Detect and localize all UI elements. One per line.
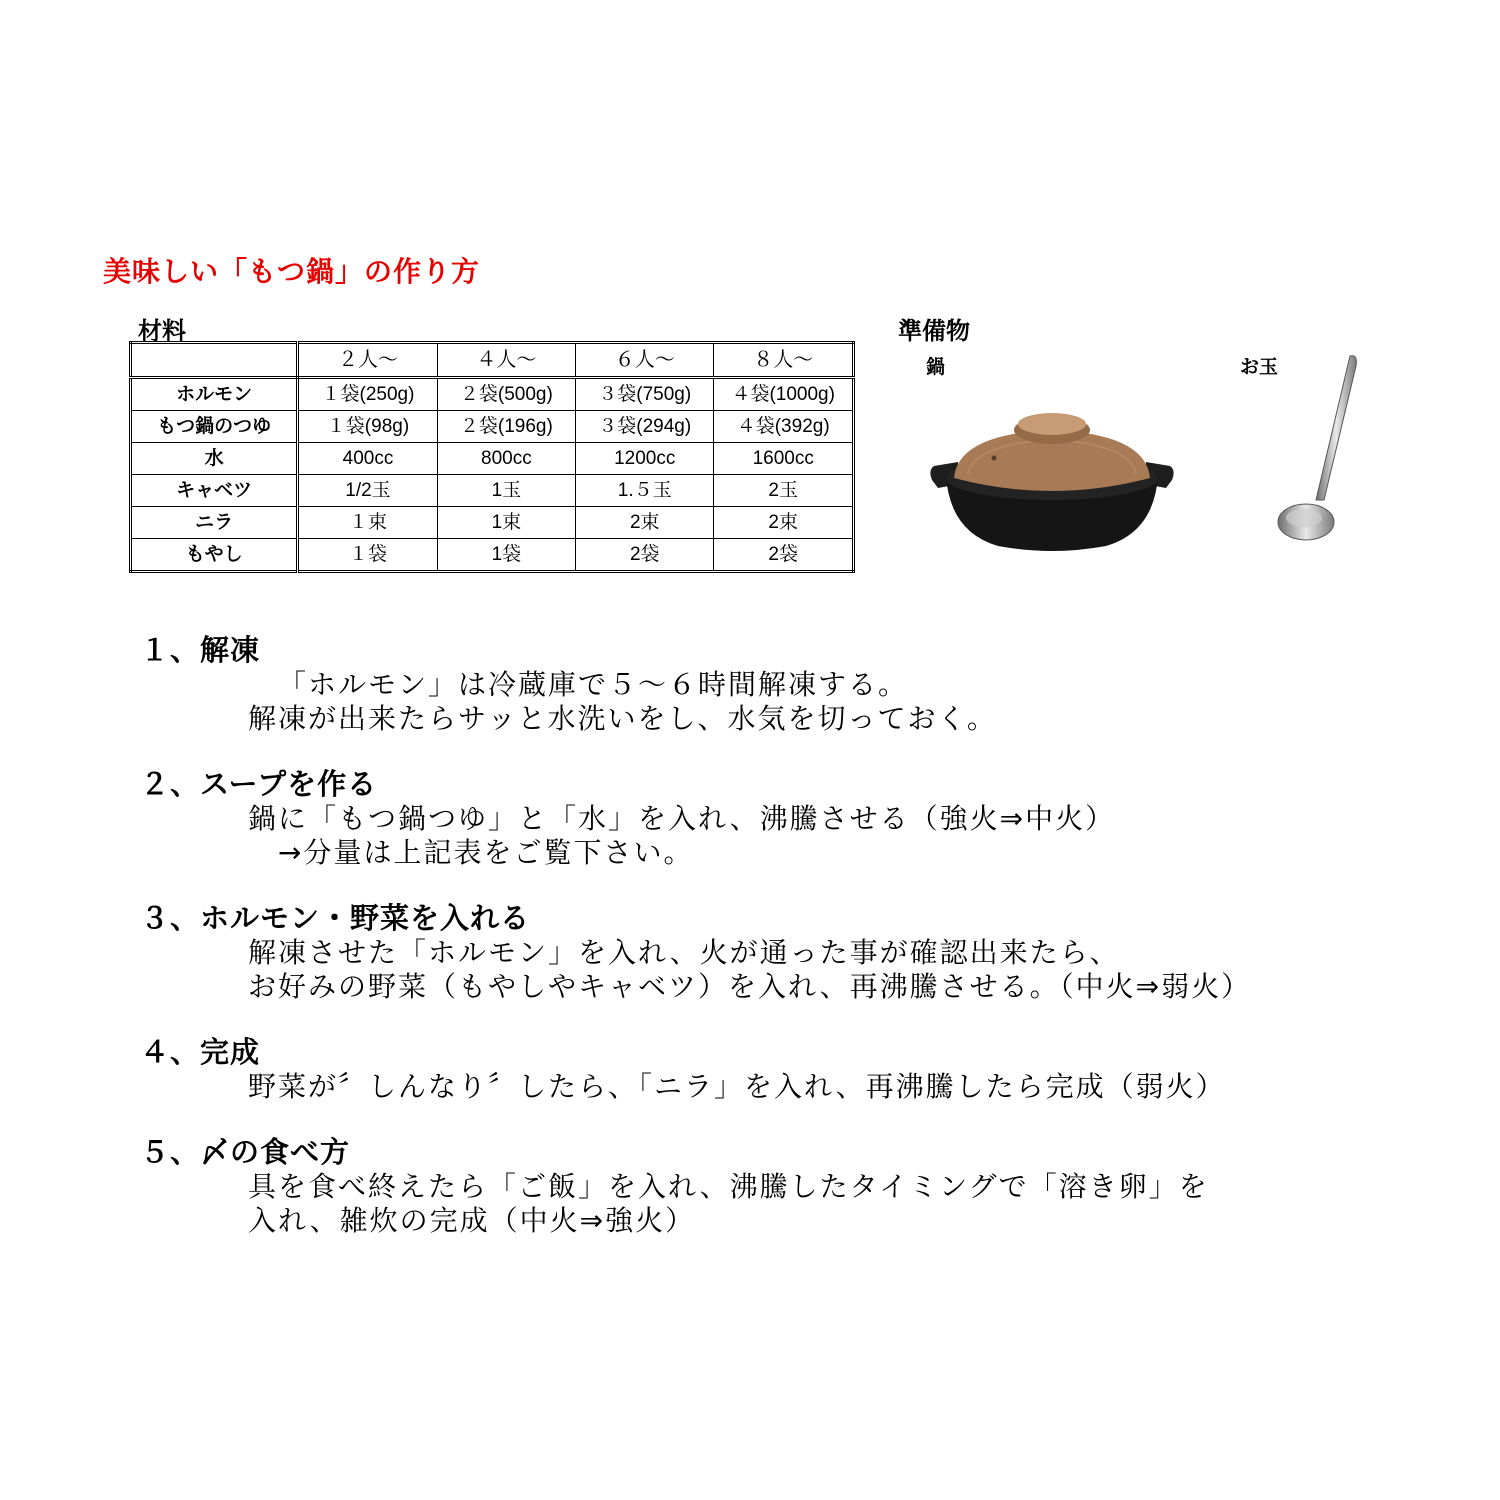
table-cell: ４袋(1000g) (714, 378, 854, 411)
step-text: 「ホルモン」は冷蔵庫で５～６時間解凍する。 (278, 668, 909, 701)
step-text: →分量は上記表をご覧下さい。 (278, 836, 694, 869)
table-cell: １袋 (298, 539, 437, 572)
step-4 (140, 1034, 1460, 1104)
step-heading: １、解凍 (140, 633, 261, 667)
step-text: 入れ、雑炊の完成（中火⇒強火） (248, 1204, 696, 1237)
table-row (131, 507, 854, 539)
step-text: 野菜が〞しんなり〞したら、「ニラ」を入れ、再沸騰したら完成（弱火） (248, 1070, 1226, 1103)
table-row (131, 378, 854, 411)
table-cell: 1玉 (437, 475, 575, 507)
ingredients-table (129, 341, 855, 573)
table-cell: 2束 (576, 507, 714, 539)
table-cell: 1袋 (437, 539, 575, 572)
column-header: ６人～ (576, 343, 714, 378)
table-cell: 1600cc (714, 443, 854, 475)
column-header: ２人～ (298, 343, 437, 378)
step-text: 具を食べ終えたら「ご飯」を入れ、沸騰したタイミングで「溶き卵」を (248, 1170, 1209, 1203)
table-cell: 1束 (437, 507, 575, 539)
step-text: 解凍させた「ホルモン」を入れ、火が通った事が確認出来たら、 (248, 936, 1120, 969)
step-text: 鍋に「もつ鍋つゆ」と「水」を入れ、沸騰させる（強火⇒中火） (248, 802, 1116, 835)
table-row (131, 539, 854, 572)
table-cell: １袋(250g) (298, 378, 437, 411)
table-corner-cell (131, 343, 298, 378)
step-5 (140, 1134, 1460, 1238)
table-header-row (131, 343, 854, 378)
table-cell: 2束 (714, 507, 854, 539)
table-cell: 1/2玉 (298, 475, 437, 507)
materials-label: 材料 (138, 317, 186, 345)
step-3 (140, 900, 1460, 1004)
table-cell: 1.５玉 (576, 475, 714, 507)
table-row (131, 443, 854, 475)
column-header: ４人～ (437, 343, 575, 378)
equipment-label: 準備物 (898, 317, 970, 345)
pot-label: 鍋 (926, 356, 946, 378)
table-cell: ２袋(196g) (437, 411, 575, 443)
step-1 (140, 632, 1460, 736)
ladle-image (1276, 350, 1366, 545)
row-label: 水 (131, 443, 298, 475)
table-cell: １束 (298, 507, 437, 539)
steps (140, 632, 1460, 1238)
column-header: ８人～ (714, 343, 854, 378)
table-cell: 2玉 (714, 475, 854, 507)
row-label: もつ鍋のつゆ (131, 411, 298, 443)
step-text: お好みの野菜（もやしやキャベツ）を入れ、再沸騰させる。（中火⇒弱火） (248, 970, 1252, 1003)
pot-image (928, 404, 1176, 554)
row-label: もやし (131, 539, 298, 572)
ladle-label: お玉 (1240, 356, 1279, 378)
table-cell: 2袋 (714, 539, 854, 572)
table-cell: 2袋 (576, 539, 714, 572)
row-label: ホルモン (131, 378, 298, 411)
page-title: 美味しい「もつ鍋」の作り方 (103, 255, 481, 288)
table-cell: １袋(98g) (298, 411, 437, 443)
row-label: ニラ (131, 507, 298, 539)
table-cell: ３袋(750g) (576, 378, 714, 411)
table-row (131, 411, 854, 443)
table-cell: ３袋(294g) (576, 411, 714, 443)
step-heading: ３、ホルモン・野菜を入れる (140, 901, 531, 935)
step-heading: ４、完成 (140, 1035, 261, 1069)
step-2 (140, 766, 1460, 870)
table-row (131, 475, 854, 507)
table-cell: ２袋(500g) (437, 378, 575, 411)
step-heading: ２、スープを作る (140, 767, 378, 801)
table-cell: ４袋(392g) (714, 411, 854, 443)
table-cell: 400cc (298, 443, 437, 475)
table-cell: 1200cc (576, 443, 714, 475)
step-text: 解凍が出来たらサッと水洗いをし、水気を切っておく。 (248, 702, 997, 735)
step-heading: ５、〆の食べ方 (140, 1135, 351, 1169)
table-cell: 800cc (437, 443, 575, 475)
row-label: キャベツ (131, 475, 298, 507)
